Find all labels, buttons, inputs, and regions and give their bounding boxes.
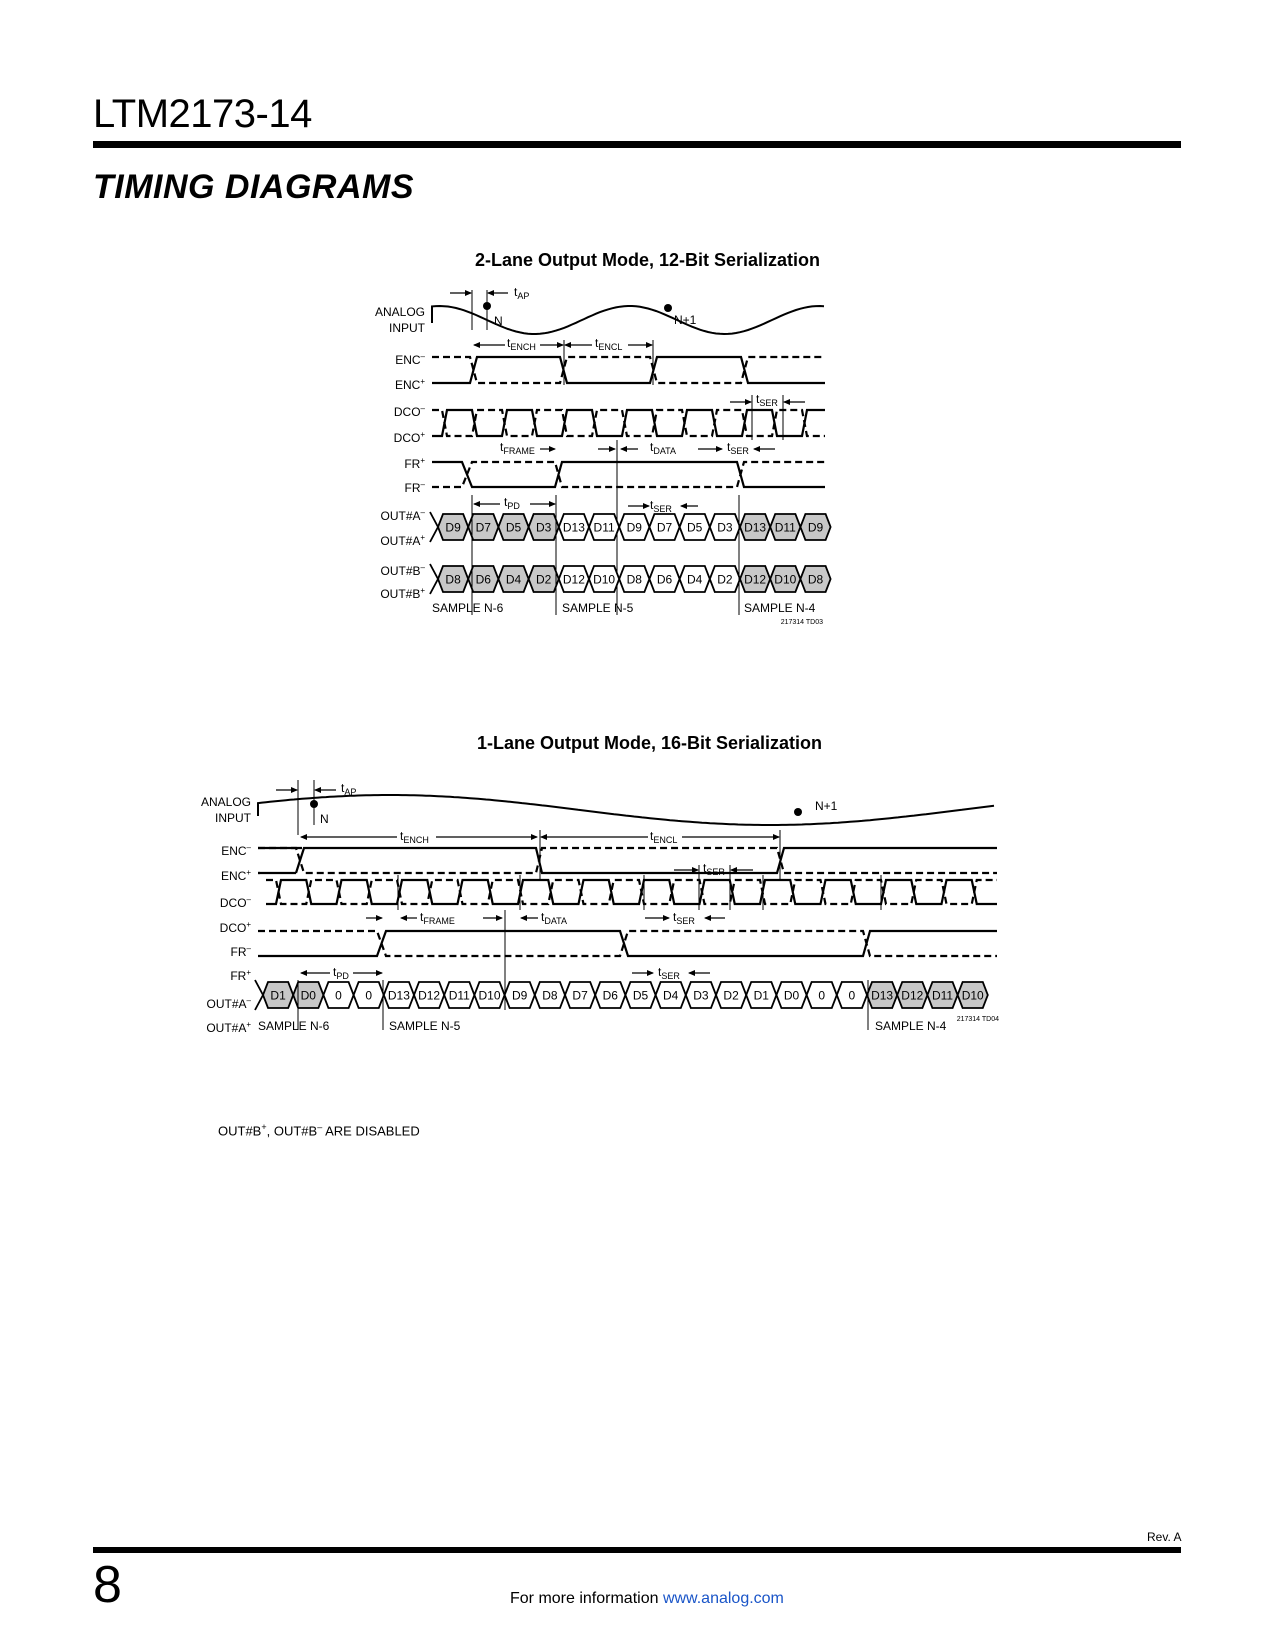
footer-rule (93, 1547, 1181, 1553)
d2-dco-plus (266, 880, 997, 904)
d1-tencl-l-head (564, 342, 571, 348)
d1-sample-n4: SAMPLE N-4 (744, 601, 816, 615)
d2-sample-n5: SAMPLE N-5 (389, 1019, 461, 1033)
d2-sample-dot-n1 (794, 808, 802, 816)
timing-diagram-1-lane (200, 780, 1050, 1080)
d1-label-4: DCO– (393, 404, 425, 419)
d1-out-a-bit: D7 (656, 520, 673, 535)
d2-tser-bot-r-head (688, 970, 695, 976)
d2-tpd-label: $t_{PD}$ (333, 965, 349, 981)
d1-enc-minus (432, 357, 825, 383)
d2-label-1: INPUT (215, 811, 251, 825)
d1-tser-mid-label: $t_{SER}$ (727, 440, 749, 456)
d1-fr-minus (432, 462, 825, 487)
d1-sample-n5: SAMPLE N-5 (562, 601, 634, 615)
d2-point-n: N (320, 812, 329, 826)
d2-label-3: ENC+ (220, 868, 251, 883)
header-rule (93, 141, 1181, 148)
d1-tdata-arrow-head (620, 446, 627, 452)
d1-out-a-bit: D5 (687, 520, 703, 535)
d1-out-a-lead (430, 512, 438, 542)
d1-out-b-bit: D6 (475, 572, 491, 587)
d1-out-b-bit: D4 (505, 572, 522, 587)
d2-out-a-bit: D11 (448, 988, 470, 1003)
d1-out-b-bit: D6 (656, 572, 673, 587)
d2-tser-mid-arrow-out-head (704, 915, 711, 921)
d1-out-b-bit: D2 (717, 572, 733, 587)
d2-sample-n4: SAMPLE N-4 (875, 1019, 947, 1033)
d1-out-a-bit: D11 (593, 520, 615, 535)
d2-label-5: DCO+ (219, 920, 251, 935)
d1-label-9: OUT#A+ (380, 533, 425, 548)
d2-out-a-bit: 0 (365, 988, 373, 1003)
d1-out-b-bit: D12 (562, 572, 585, 587)
d1-analog-wave (432, 306, 824, 334)
footer-link[interactable]: www.analog.com (662, 1590, 784, 1607)
d2-sample-n6: SAMPLE N-6 (258, 1019, 330, 1033)
d1-out-a-bit: D9 (807, 520, 824, 535)
d1-label-2: ENC– (395, 352, 425, 367)
d1-tench-l-head (473, 342, 480, 348)
d1-tdata-label: $t_{DATA}$ (650, 440, 677, 456)
note-sup1: + (261, 1122, 267, 1132)
d1-tframe-label: $t_{FRAME}$ (500, 440, 535, 456)
d2-tframe-arrow-in-head (376, 915, 383, 921)
d1-tser-mid-arrow-head (716, 446, 723, 452)
d2-label-2: ENC– (221, 843, 251, 858)
d2-tap-label: $t_{AP}$ (341, 781, 357, 797)
d2-out-a-bit: D9 (512, 988, 528, 1003)
d1-tser-mid-arrow2-head (753, 446, 760, 452)
d2-tdata-label: $t_{DATA}$ (541, 910, 568, 926)
d1-label-5: DCO+ (393, 430, 425, 445)
d1-out-b-bit: D2 (536, 572, 552, 587)
d1-tser-bot-label: $t_{SER}$ (650, 498, 672, 514)
part-number: LTM2173-14 (93, 92, 312, 136)
d2-tdata-arrow-in-head (496, 915, 503, 921)
d2-out-a-bit: D4 (663, 988, 679, 1003)
d1-out-a-bit: D3 (536, 520, 552, 535)
d2-tencl-label: $t_{ENCL}$ (650, 829, 678, 845)
d2-out-a-bit: 0 (848, 988, 856, 1003)
d1-out-a-bit: D11 (774, 520, 796, 535)
d1-out-a-bit: D5 (505, 520, 522, 535)
d1-out-b-bit: D10 (593, 572, 616, 587)
d1-out-a-bit: D13 (562, 520, 585, 535)
d2-out-a-bit: D13 (387, 988, 410, 1003)
d2-tdata-arrow-out-head (520, 915, 527, 921)
d1-out-a-bit: D9 (445, 520, 461, 535)
d1-label-8: OUT#A– (380, 508, 425, 523)
d2-out-a-bit: D11 (931, 988, 954, 1003)
d1-out-a-bit: D7 (475, 520, 491, 535)
d1-label-3: ENC+ (394, 377, 425, 392)
note-prefix: OUT#B (218, 1123, 262, 1139)
d2-out-a-bit: D1 (270, 988, 286, 1003)
d2-tench-label: $t_{ENCH}$ (400, 829, 429, 845)
d1-enc-plus (432, 357, 825, 383)
d2-out-a-bit: D7 (572, 988, 588, 1003)
d2-figure-id: 217314 TD04 (956, 1016, 999, 1023)
d1-tframe-arrow-head (549, 446, 556, 452)
d2-tench-l-head (300, 834, 307, 840)
d2-out-a-bit: D0 (300, 988, 316, 1003)
d1-dco-plus (432, 410, 825, 436)
d1-tpd-r-head (549, 501, 556, 507)
d2-out-a-bit: D0 (783, 988, 800, 1003)
d2-tpd-r-head (376, 970, 383, 976)
d2-tap-arrow-in-head (291, 787, 298, 793)
page-number: 8 (93, 1556, 122, 1614)
d1-tframe-arrow2-head (609, 446, 616, 452)
d2-enc-minus-solid (296, 848, 997, 873)
d1-label-11: OUT#B+ (380, 586, 425, 601)
diagram2-title: 1-Lane Output Mode, 16-Bit Serialization (477, 733, 823, 753)
d1-label-1: INPUT (389, 321, 425, 335)
d1-tpd-l-head (473, 501, 480, 507)
d1-point-n: N (494, 314, 503, 328)
d2-out-a-bit: D6 (602, 988, 618, 1003)
d2-out-a-bit: D3 (693, 988, 709, 1003)
d1-tench-label: $t_{ENCH}$ (507, 336, 536, 352)
d2-label-7: FR+ (230, 968, 251, 983)
d2-tser-bot-label: $t_{SER}$ (658, 965, 680, 981)
d2-out-a-bit: 0 (335, 988, 342, 1003)
d2-out-a-bit: D10 (961, 988, 984, 1003)
d1-figure-id: 217314 TD03 (780, 619, 823, 626)
diagram1-title: 2-Lane Output Mode, 12-Bit Serialization (475, 250, 821, 270)
d2-tap-arrow-out-head (314, 787, 321, 793)
d2-tencl-r-head (773, 834, 780, 840)
note-sup2: – (317, 1122, 323, 1132)
d1-out-b-bit: D8 (445, 572, 461, 587)
d2-tframe-arrow-out-head (400, 915, 407, 921)
d1-tser-top-r-head (783, 399, 790, 405)
d1-tencl-label: $t_{ENCL}$ (595, 336, 623, 352)
d1-tser-top-l-head (745, 399, 752, 405)
d2-tench-r-head (531, 834, 538, 840)
d2-analog-wave (258, 795, 994, 825)
note-suffix: ARE DISABLED (322, 1123, 420, 1139)
d1-tap-label: $t_{AP}$ (514, 285, 530, 301)
revision-label: Rev. A (1147, 1530, 1182, 1544)
d2-out-a-bit: D12 (901, 988, 924, 1003)
d1-tser-top-label: $t_{SER}$ (756, 392, 778, 408)
footer-text: For more information (510, 1590, 663, 1607)
d1-tpd-label: $t_{PD}$ (504, 495, 520, 511)
d2-out-a-bit: D8 (542, 988, 558, 1003)
d2-label-0: ANALOG (200, 795, 251, 809)
d2-out-a-bit: D10 (478, 988, 501, 1003)
d1-out-a-bit: D3 (717, 520, 733, 535)
d2-out-a-lead (255, 980, 263, 1010)
d1-sample-dot-n1 (664, 304, 672, 312)
d1-tencl-r-head (646, 342, 653, 348)
timing-diagram-2-lane (374, 285, 880, 660)
d2-label-4: DCO– (219, 895, 251, 910)
d1-out-b-bit: D12 (744, 572, 767, 587)
d1-label-7: FR– (404, 480, 425, 495)
d2-out-a-bit: 0 (818, 988, 826, 1003)
d2-tser-top-label: $t_{SER}$ (703, 861, 725, 877)
d2-tencl-l-head (540, 834, 547, 840)
d1-out-b-bit: D8 (626, 572, 642, 587)
d1-out-a-bit: D13 (744, 520, 767, 535)
d2-out-a-bit: D13 (871, 988, 894, 1003)
d1-tser-bot-l-head (643, 503, 650, 509)
d1-label-0: ANALOG (374, 305, 425, 319)
d2-tpd-l-head (300, 970, 307, 976)
d2-enc-plus-dashed (258, 848, 997, 873)
d2-tser-bot-l-head (647, 970, 654, 976)
d2-tser-mid-arrow-in-head (663, 915, 670, 921)
d2-label-9: OUT#A+ (206, 1020, 251, 1035)
d1-label-6: FR+ (404, 456, 425, 471)
d2-tser-mid-label: $t_{SER}$ (673, 910, 695, 926)
section-title: TIMING DIAGRAMS (93, 168, 415, 206)
d2-tframe-label: $t_{FRAME}$ (420, 910, 455, 926)
footer-info (510, 1590, 784, 1608)
d2-label-6: FR– (230, 944, 251, 959)
d1-tap-arrow-out-head (487, 290, 494, 296)
d1-tench-r-head (557, 342, 564, 348)
d1-out-b-lead (430, 564, 438, 594)
d1-out-b-bit: D8 (807, 572, 824, 587)
d2-out-a-bit: D2 (723, 988, 739, 1003)
d1-tser-bot-r-head (680, 503, 687, 509)
d1-out-b-bit: D4 (687, 572, 703, 587)
d2-out-a-bit: D12 (418, 988, 441, 1003)
d2-dco-minus (266, 880, 997, 904)
d1-out-a-bit: D9 (626, 520, 642, 535)
d2-out-a-bit: D1 (753, 988, 769, 1003)
disabled-outputs-note (218, 1122, 420, 1138)
d1-label-10: OUT#B– (380, 563, 425, 578)
d1-fr-plus (432, 462, 825, 487)
d1-sample-n6: SAMPLE N-6 (432, 601, 504, 615)
d1-dco-minus (432, 410, 825, 436)
d1-tap-arrow-in-head (465, 290, 472, 296)
d2-out-a-bit: D5 (632, 988, 649, 1003)
note-middle: , OUT#B (266, 1123, 318, 1139)
d2-label-8: OUT#A– (206, 996, 251, 1011)
d1-point-n1: N+1 (674, 313, 697, 327)
d2-point-n1: N+1 (815, 799, 838, 813)
d1-out-b-bit: D10 (774, 572, 797, 587)
